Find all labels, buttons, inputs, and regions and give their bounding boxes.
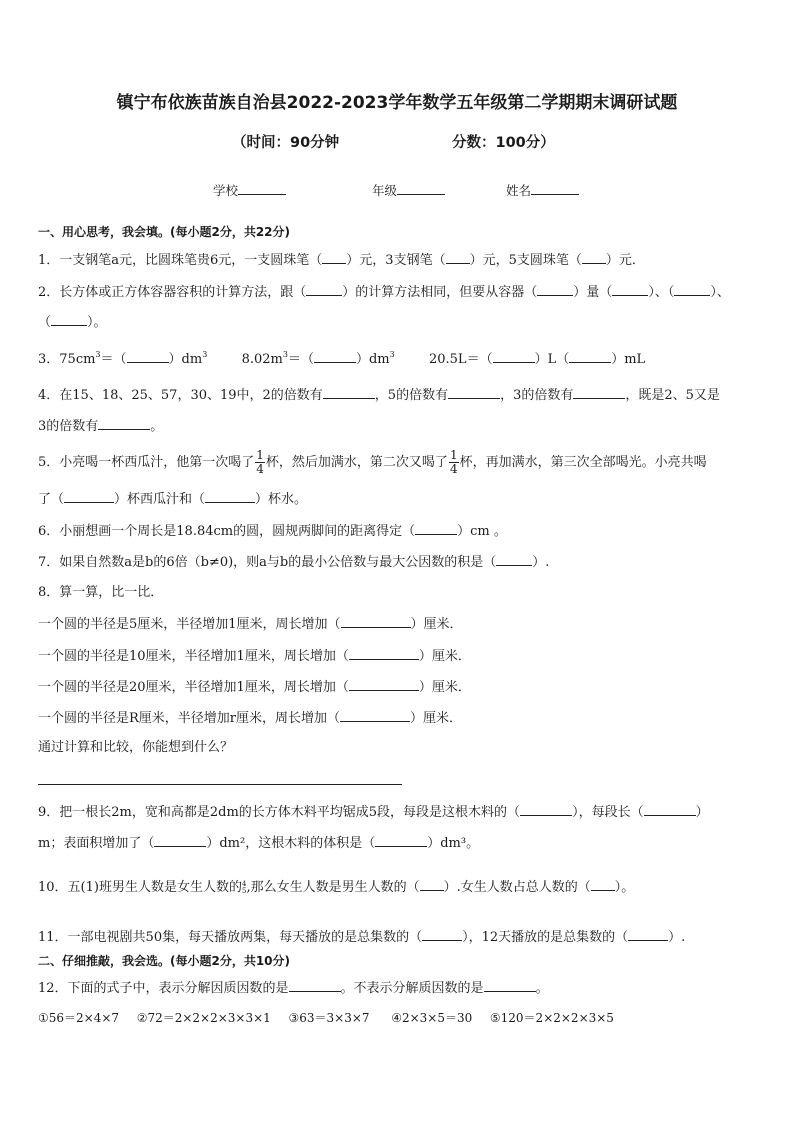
q4-text-f: 。 xyxy=(150,419,164,434)
q8-row-3-text: 一个圆的半径是20厘米，半径增加1厘米，周长增加（ xyxy=(38,680,349,695)
q8-row-1-unit: ）厘米． xyxy=(410,617,463,632)
q9-text-f: ）dm³。 xyxy=(427,836,480,851)
q12-option-1: ①56＝2×4×7 xyxy=(38,1011,120,1025)
q4-text-d: ，既是2、5又是 xyxy=(625,388,720,403)
q3-blank-1[interactable] xyxy=(127,350,169,363)
q3-text-e: ＝（ xyxy=(287,352,314,367)
time-label: （时间：90分钟 xyxy=(232,135,340,151)
q10-blank-1[interactable] xyxy=(420,878,444,891)
grade-blank[interactable] xyxy=(397,182,445,195)
question-1 xyxy=(38,251,645,269)
q12-option-2: ②72＝2×2×2×3×3×1 xyxy=(136,1011,271,1025)
q5-text-a: 5．小亮喝一杯西瓜汁，他第一次喝了 xyxy=(38,455,255,470)
q9-blank-3[interactable] xyxy=(154,834,206,847)
q8-blank-4[interactable] xyxy=(340,709,410,722)
q3-exp-2: 3 xyxy=(202,350,208,359)
school-field[interactable] xyxy=(213,181,286,199)
q5-fraction-2 xyxy=(449,449,459,476)
q12-blank-1[interactable] xyxy=(289,979,341,992)
q3-exp-4: 3 xyxy=(389,350,395,359)
q2-text-d: ）、（ xyxy=(648,285,675,300)
q4-blank-3[interactable] xyxy=(573,386,625,399)
q9-text-d: m；表面积增加了（ xyxy=(38,836,155,851)
q9-blank-2[interactable] xyxy=(644,803,696,816)
q5-frac-1-num: 1 xyxy=(256,448,264,462)
q10-blank-2[interactable] xyxy=(591,878,615,891)
question-2-line-2 xyxy=(38,313,107,331)
q2-text-e: ）、 xyxy=(710,285,730,300)
q3-text-f: ）dm xyxy=(355,352,390,367)
q5-frac-2-num: 1 xyxy=(449,448,458,462)
q2-text-f: （ xyxy=(38,315,52,330)
q8-blank-1[interactable] xyxy=(341,615,411,628)
q9-text-e: ）dm²，这根木料的体积是（ xyxy=(206,836,376,851)
question-11 xyxy=(38,928,685,946)
q8-row-2-unit: ）厘米． xyxy=(418,649,471,664)
q3-text-i: ）mL xyxy=(611,352,646,367)
q9-text-a: 9．把一根长2m，宽和高都是2dm的长方体木料平均锯成5段，每段是这根木料的（ xyxy=(38,805,521,820)
q10-text-a: 10．五(1)班男生人数是女生人数的 xyxy=(38,880,242,895)
q8-row-2-text: 一个圆的半径是10厘米，半径增加1厘米，周长增加（ xyxy=(38,649,349,664)
q12-text-a: 12．下面的式子中，表示分解因质因数的是 xyxy=(38,981,289,996)
q1-text-b: ）元，3支钢笔（ xyxy=(346,253,446,268)
q8-row-4-unit: ）厘米． xyxy=(410,711,463,726)
q1-blank-2[interactable] xyxy=(446,251,470,264)
q12-option-3: ③63＝3×3×7 xyxy=(288,1011,370,1025)
q12-option-5: ⑤120＝2×2×2×3×5 xyxy=(489,1011,614,1025)
section-2-heading: 二、仔细推敲，我会选。(每小题2分，共10分) xyxy=(38,954,291,968)
q5-blank-1[interactable] xyxy=(64,490,114,503)
q1-blank-3[interactable] xyxy=(582,251,606,264)
q2-blank-2[interactable] xyxy=(537,283,573,296)
q8-row-3-unit: ）厘米． xyxy=(418,680,471,695)
q6-blank-1[interactable] xyxy=(415,522,457,535)
q1-text-c: ）元，5支圆珠笔（ xyxy=(469,253,582,268)
exam-title: 镇宁布依族苗族自治县2022-2023学年数学五年级第二学期期末调研试题 xyxy=(116,93,678,113)
q8-blank-3[interactable] xyxy=(349,678,419,691)
q7-text-b: ）. xyxy=(532,555,550,570)
question-12 xyxy=(38,979,549,997)
question-12-options xyxy=(38,1010,614,1026)
score-label: 分数：100分） xyxy=(452,135,555,151)
question-6 xyxy=(38,522,507,540)
q5-text-e: ）杯西瓜汁和（ xyxy=(114,492,206,507)
q11-text-c: ）. xyxy=(668,930,686,945)
school-label: 学校 xyxy=(213,183,239,198)
q9-blank-1[interactable] xyxy=(520,803,572,816)
q3-exp-1: 3 xyxy=(95,350,101,359)
q8-blank-2[interactable] xyxy=(349,647,419,660)
q1-text-a: 1．一支钢笔a元，比圆珠笔贵6元，一支圆珠笔（ xyxy=(38,253,323,268)
q10-text-b: ,那么女生人数是男生人数的（ xyxy=(246,880,420,895)
q10-text-d: ）。 xyxy=(614,880,635,895)
q3-text-b: ＝（ xyxy=(100,352,127,367)
q12-text-b: 。不表示分解质因数的是 xyxy=(340,981,484,996)
q4-blank-2[interactable] xyxy=(448,386,500,399)
q10-text-c: ）.女生人数占总人数的（ xyxy=(443,880,591,895)
q4-text-c: ，3的倍数有 xyxy=(500,388,574,403)
q4-blank-1[interactable] xyxy=(323,386,375,399)
q3-blank-4[interactable] xyxy=(569,350,611,363)
q1-text-d: ）元． xyxy=(605,253,645,268)
q3-text-d: 8.02m xyxy=(241,352,283,367)
q6-text-a: 6．小丽想画一个周长是18.84cm的圆，圆规两脚间的距离得定（ xyxy=(38,524,416,539)
question-9-line-1 xyxy=(38,803,709,821)
q11-blank-1[interactable] xyxy=(422,928,462,941)
q2-text-b: ）的计算方法相同，但要从容器（ xyxy=(342,285,538,300)
q5-blank-2[interactable] xyxy=(205,490,255,503)
question-8-row-2 xyxy=(38,647,471,665)
question-8-row-4 xyxy=(38,709,462,727)
q4-text-b: ，5的倍数有 xyxy=(374,388,449,403)
name-blank[interactable] xyxy=(531,182,579,195)
q2-blank-3[interactable] xyxy=(612,283,648,296)
question-8-row-1 xyxy=(38,615,463,633)
q2-text-a: 2．长方体或正方体容器容积的计算方法，跟（ xyxy=(38,285,307,300)
q3-text-g: 20.5L＝（ xyxy=(428,352,493,367)
q11-text-a: 11．一部电视剧共50集，每天播放两集，每天播放的是总集数的（ xyxy=(38,930,423,945)
question-10 xyxy=(38,878,634,896)
grade-label: 年级 xyxy=(372,183,398,198)
q3-text-a: 3．75cm xyxy=(38,352,96,367)
q2-blank-1[interactable] xyxy=(306,283,342,296)
q3-exp-3: 3 xyxy=(282,350,288,359)
grade-field[interactable] xyxy=(372,181,445,199)
q5-text-c: 杯，再加满水，第三次全部喝光。小亮共喝 xyxy=(459,455,707,470)
question-5-line-2 xyxy=(38,490,307,508)
q7-blank-1[interactable] xyxy=(496,553,532,566)
question-2-line-1 xyxy=(38,283,730,301)
q6-text-b: ）cm 。 xyxy=(457,524,507,539)
q10-frac-den: 5 xyxy=(241,886,247,895)
name-field[interactable] xyxy=(506,181,579,199)
question-4-line-1 xyxy=(38,386,720,404)
question-7 xyxy=(38,553,549,571)
q5-text-b: 杯，然后加满水，第二次又喝了 xyxy=(265,455,448,470)
q7-text-a: 7．如果自然数a是b的6倍（b≠0)，则a与b的最小公倍数与最大公因数的积是（ xyxy=(38,555,497,570)
question-4-line-2 xyxy=(38,417,163,435)
q5-text-f: ）杯水。 xyxy=(255,492,308,507)
q4-text-e: 3的倍数有 xyxy=(38,419,99,434)
q2-text-c: ）量（ xyxy=(573,285,613,300)
question-8-think: 通过计算和比较，你能想到什么？ xyxy=(38,740,234,755)
name-label: 姓名 xyxy=(506,183,532,198)
question-9-line-2 xyxy=(38,834,479,852)
q4-text-a: 4．在15、18、25、57，30、19中，2的倍数有 xyxy=(38,388,323,403)
q8-row-4-text: 一个圆的半径是R厘米，半径增加r厘米，周长增加（ xyxy=(38,711,341,726)
q3-text-h: ）L（ xyxy=(534,352,570,367)
q11-blank-2[interactable] xyxy=(628,928,668,941)
q5-text-d: 了（ xyxy=(38,492,65,507)
q5-frac-2-den: 4 xyxy=(449,462,458,476)
question-8-row-3 xyxy=(38,678,471,696)
q8-answer-line[interactable] xyxy=(38,784,402,785)
q4-blank-4[interactable] xyxy=(98,417,150,430)
q5-frac-1-den: 4 xyxy=(256,462,264,476)
q2-text-g: ）。 xyxy=(87,315,107,330)
school-blank[interactable] xyxy=(238,182,286,195)
q3-text-c: ）dm xyxy=(168,352,203,367)
question-5-line-1 xyxy=(38,448,707,478)
q1-blank-1[interactable] xyxy=(322,251,346,264)
q5-fraction-1 xyxy=(255,449,265,476)
q9-text-b: ），每段长（ xyxy=(572,805,644,820)
q12-option-4: ④2×3×5＝30 xyxy=(391,1011,473,1025)
q11-text-b: ），12天播放的是总集数的（ xyxy=(462,930,629,945)
q2-blank-5[interactable] xyxy=(51,313,87,326)
question-8-head: 8．算一算，比一比． xyxy=(38,585,164,600)
q9-text-c: ） xyxy=(695,805,709,820)
q12-text-c: 。 xyxy=(535,981,549,996)
q9-blank-4[interactable] xyxy=(375,834,427,847)
q12-blank-2[interactable] xyxy=(484,979,536,992)
q3-blank-3[interactable] xyxy=(493,350,535,363)
q2-blank-4[interactable] xyxy=(674,283,710,296)
q3-blank-2[interactable] xyxy=(314,350,356,363)
section-1-heading: 一、用心思考，我会填。(每小题2分，共22分) xyxy=(38,225,291,239)
q10-frac-num: 4 xyxy=(241,879,247,888)
question-3 xyxy=(38,350,645,368)
q8-row-1-text: 一个圆的半径是5厘米，半径增加1厘米，周长增加（ xyxy=(38,617,341,632)
